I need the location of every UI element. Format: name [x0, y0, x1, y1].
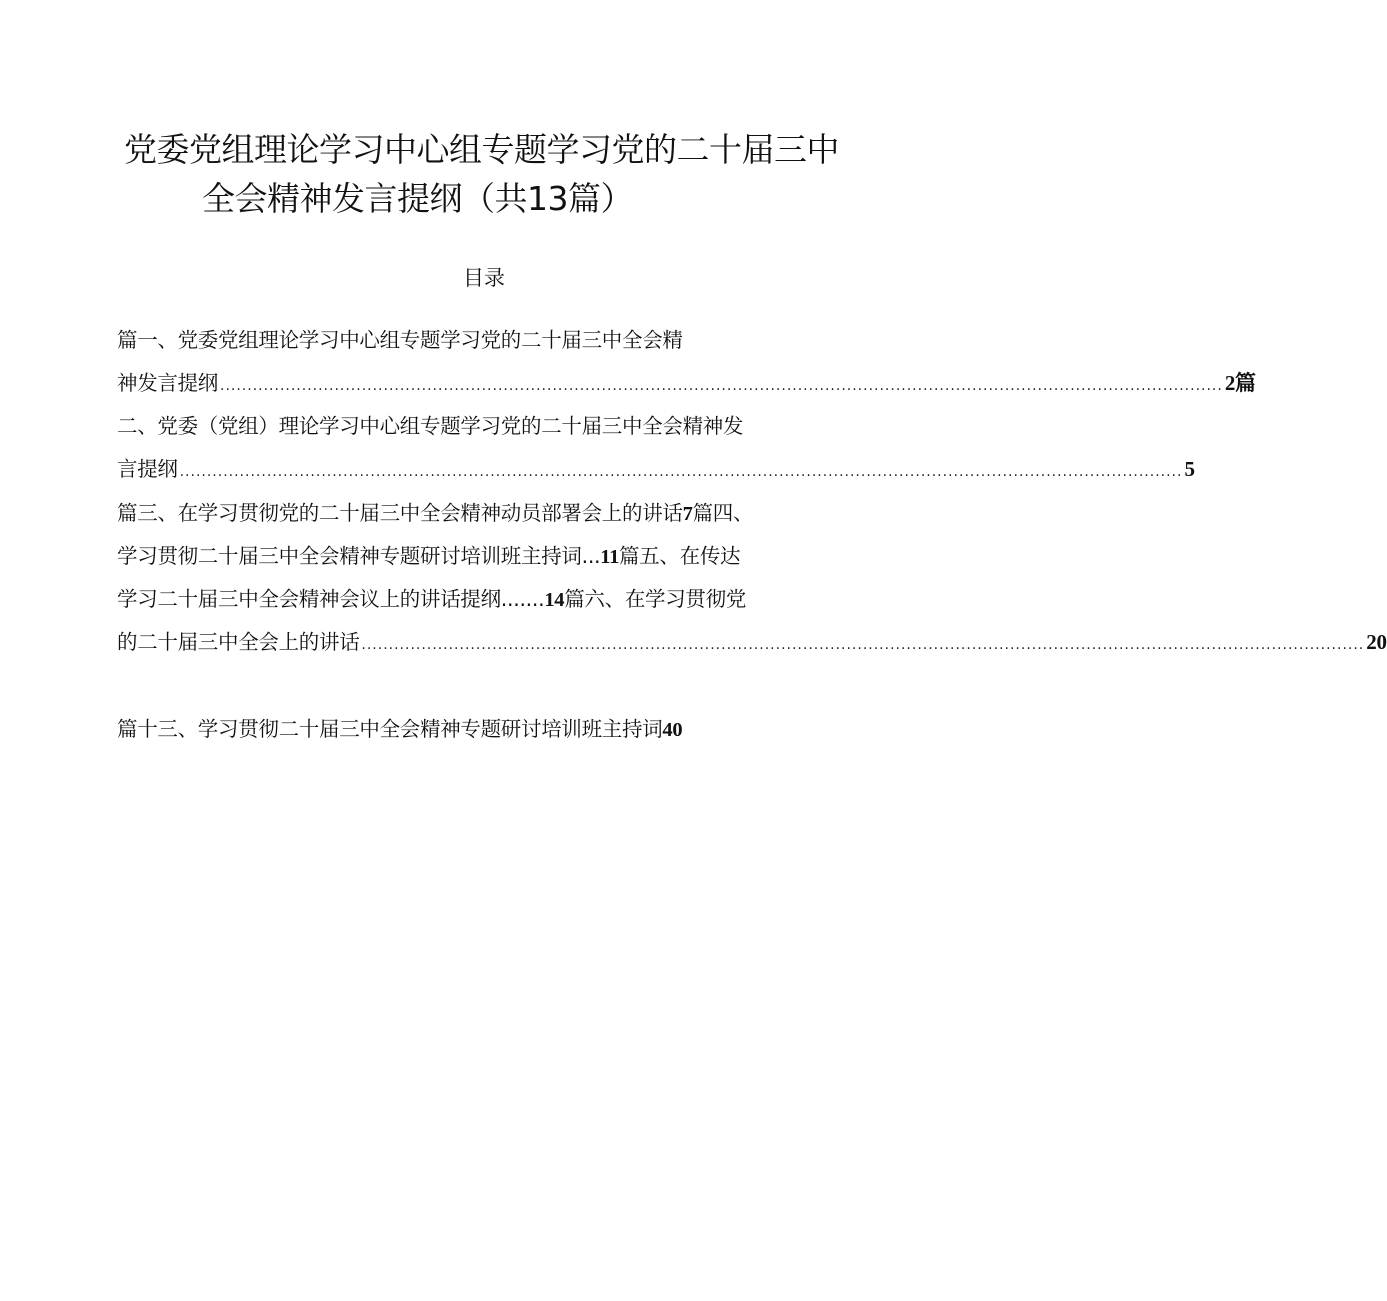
toc-line[interactable] — [117, 454, 1195, 487]
document-title-line-1: 党委党组理论学习中心组专题学习党的二十届三中 — [124, 130, 839, 169]
toc-entry-text: 二、党委（党组）理论学习中心组专题学习党的二十届三中全会精神发 — [117, 414, 744, 438]
toc-leader-dots: ........................................................................................................................................................................................ — [220, 378, 1223, 394]
toc-entry-text: 学习贯彻二十届三中全会精神专题研讨培训班主持词... — [117, 544, 601, 568]
toc-page-number: 7 — [682, 503, 693, 525]
toc-line[interactable] — [117, 498, 837, 529]
toc-entry-text: 篇四、 — [692, 501, 754, 525]
toc-page-number: 11 — [600, 546, 620, 568]
toc-line[interactable] — [117, 584, 837, 615]
toc-entry-text: 神发言提纲 — [117, 371, 218, 395]
document-title-line-2: 全会精神发言提纲（共13篇） — [202, 179, 633, 218]
toc-entry-text: 篇五、在传达 — [619, 544, 741, 568]
toc-line[interactable] — [117, 368, 1256, 401]
toc-entry-text: 言提纲 — [117, 457, 178, 481]
toc-entry-text: 篇三、在学习贯彻党的二十届三中全会精神动员部署会上的讲话 — [117, 501, 683, 525]
toc-page-number: 14 — [544, 589, 565, 611]
toc-line[interactable] — [117, 325, 827, 355]
toc-leader-dots: ........................................................................................................................................................................................ — [179, 464, 1183, 480]
toc-line[interactable] — [117, 627, 1387, 660]
toc-entry-text: 篇十三、学习贯彻二十届三中全会精神专题研讨培训班主持词 — [117, 717, 663, 741]
toc-line[interactable] — [117, 411, 839, 441]
toc-page-number: 5 — [1184, 457, 1195, 481]
toc-heading: 目录 — [463, 266, 505, 290]
toc-entry-text: 学习二十届三中全会精神会议上的讲话提纲....... — [117, 587, 545, 611]
toc-line[interactable] — [117, 714, 817, 745]
toc-entry-text: 篇六、在学习贯彻党 — [564, 587, 747, 611]
toc-entry-text: 篇一、党委党组理论学习中心组专题学习党的二十届三中全会精 — [117, 328, 683, 352]
toc-line[interactable] — [117, 541, 837, 572]
toc-entry-text: 的二十届三中全会上的讲话 — [117, 630, 360, 654]
toc-page-number: 20 — [1366, 630, 1387, 654]
toc-page-number: 2篇 — [1224, 371, 1256, 395]
toc-leader-dots: ........................................................................................................................................................................................ — [361, 637, 1365, 653]
toc-page-number: 40 — [662, 719, 683, 741]
